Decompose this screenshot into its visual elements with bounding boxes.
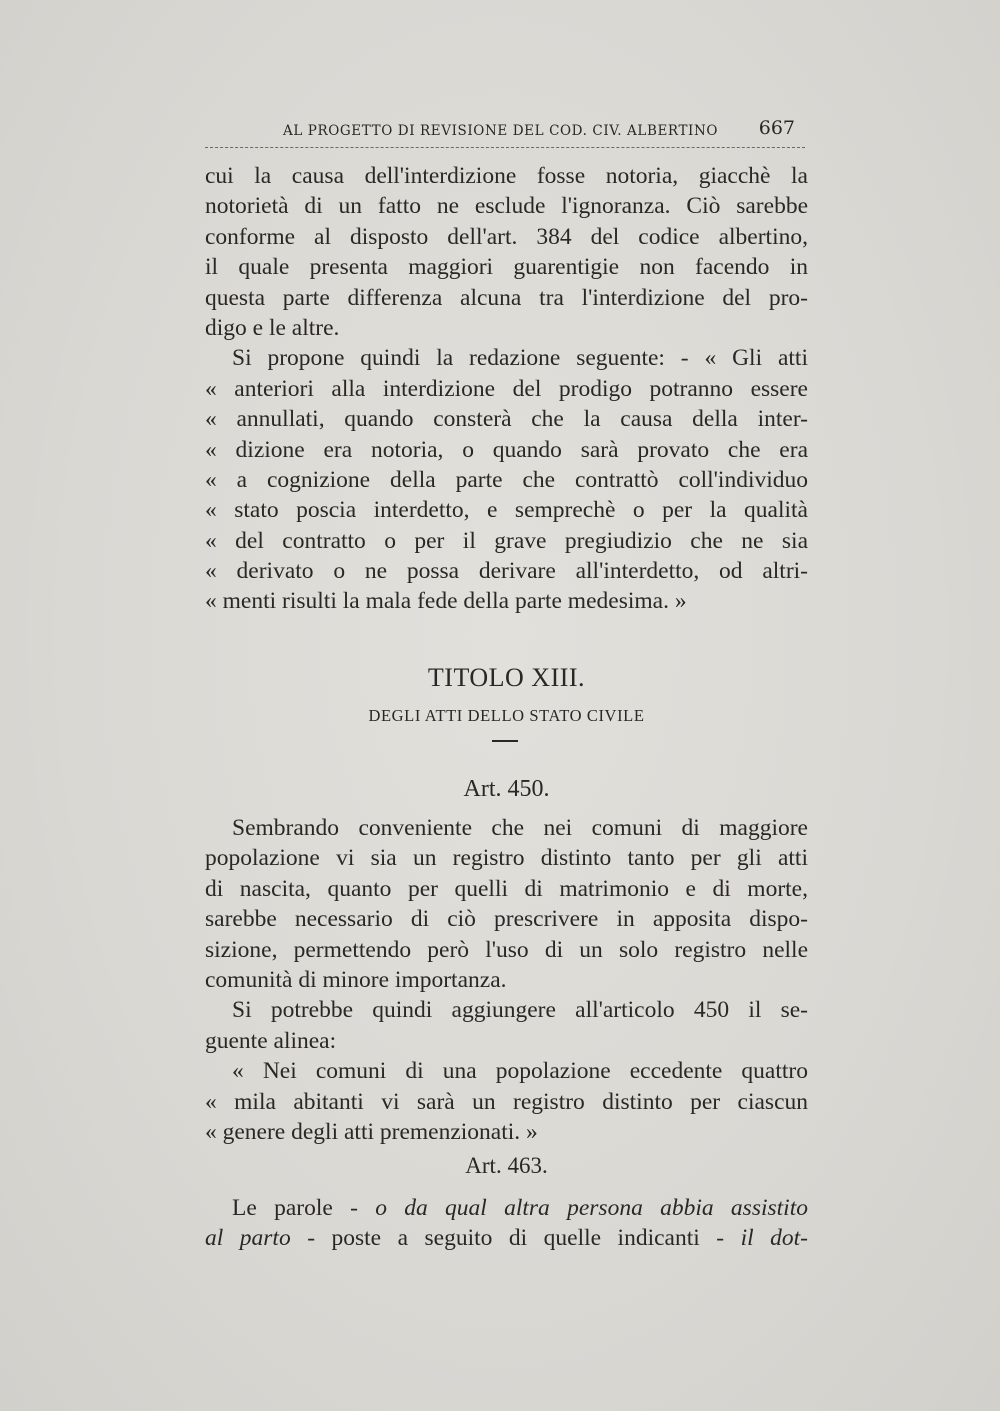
text-line: « stato poscia interdetto, e semprechè o per la qualità [205,497,808,524]
title-subheading: DEGLI ATTI DELLO STATO CIVILE [368,706,645,725]
page-header [205,117,805,148]
title-heading: TITOLO XIII. [427,663,586,692]
text-line: cui la causa dell'interdizione fosse notoria, giacchè la [205,163,808,189]
text-line [205,1193,808,1223]
text-line: Si potrebbe quindi aggiungere all'articolo 450 il se- [232,997,808,1024]
article-463-heading: Art. 463. [465,1153,548,1178]
running-title: AL PROGETTO DI REVISIONE DEL COD. CIV. ALBERTINO [283,123,719,139]
text-line: « menti risulti la mala fede della parte medesima. » [205,588,687,615]
text-line: guente alinea: [205,1027,337,1054]
text-line: « mila abitanti vi sarà un registro distinto per ciascun [205,1088,808,1115]
text-line: conforme al disposto dell'art. 384 del codice albertino, [205,223,808,250]
text-line: « a cognizione della parte che contrattò coll'individuo [205,466,808,493]
text-span: - poste a seguito di quelle indicanti - [290,1225,741,1252]
text-line: « genere degli atti premenzionati. » [205,1118,538,1145]
italic-phrase: o da qual altra persona abbia assistito [375,1195,808,1221]
text-line: « anteriori alla interdizione del prodigo potranno essere [205,375,808,402]
text-line: popolazione vi sia un registro distinto tanto per gli atti [205,845,808,872]
text-line: sizione, permettendo però l'uso di un solo registro nelle [205,936,808,963]
text-line: Si propone quindi la redazione seguente: - « Gli atti [232,345,808,372]
text-line: notorietà di un fatto ne esclude l'ignoranza. Ciò sarebbe [205,193,808,220]
text-line: il quale presenta maggiori guarentigie non facendo in [205,254,808,281]
text-line: Sembrando conveniente che nei comuni di maggiore [232,815,808,841]
article-450-heading: Art. 450. [463,776,550,802]
text-span: Le parole - [232,1195,376,1221]
text-line [205,1223,808,1253]
text-line: digo e le altre. [205,314,340,341]
text-line: di nascita, quanto per quelli di matrimonio e di morte, [205,875,808,902]
text-line: questa parte differenza alcuna tra l'interdizione del pro- [205,284,808,311]
article-463-text [205,1193,808,1254]
text-line: sarebbe necessario di ciò prescrivere in apposita dispo- [205,906,808,933]
section-interdizione-text [205,161,808,617]
italic-phrase: il dot- [740,1225,808,1252]
text-line: « dizione era notoria, o quando sarà provato che era [205,436,808,463]
text-line: « derivato o ne possa derivare all'interdetto, od altri- [205,558,808,585]
article-450-text [205,813,808,1147]
section-divider [492,740,518,742]
italic-phrase: al parto [205,1225,291,1252]
text-line: « annullati, quando consterà che la causa della inter- [205,406,808,433]
text-line: comunità di minore importanza. [205,966,507,993]
page-number: 667 [758,117,795,139]
text-line: « del contratto o per il grave pregiudizio che ne sia [205,527,808,554]
text-line: « Nei comuni di una popolazione eccedente quattro [232,1058,808,1085]
